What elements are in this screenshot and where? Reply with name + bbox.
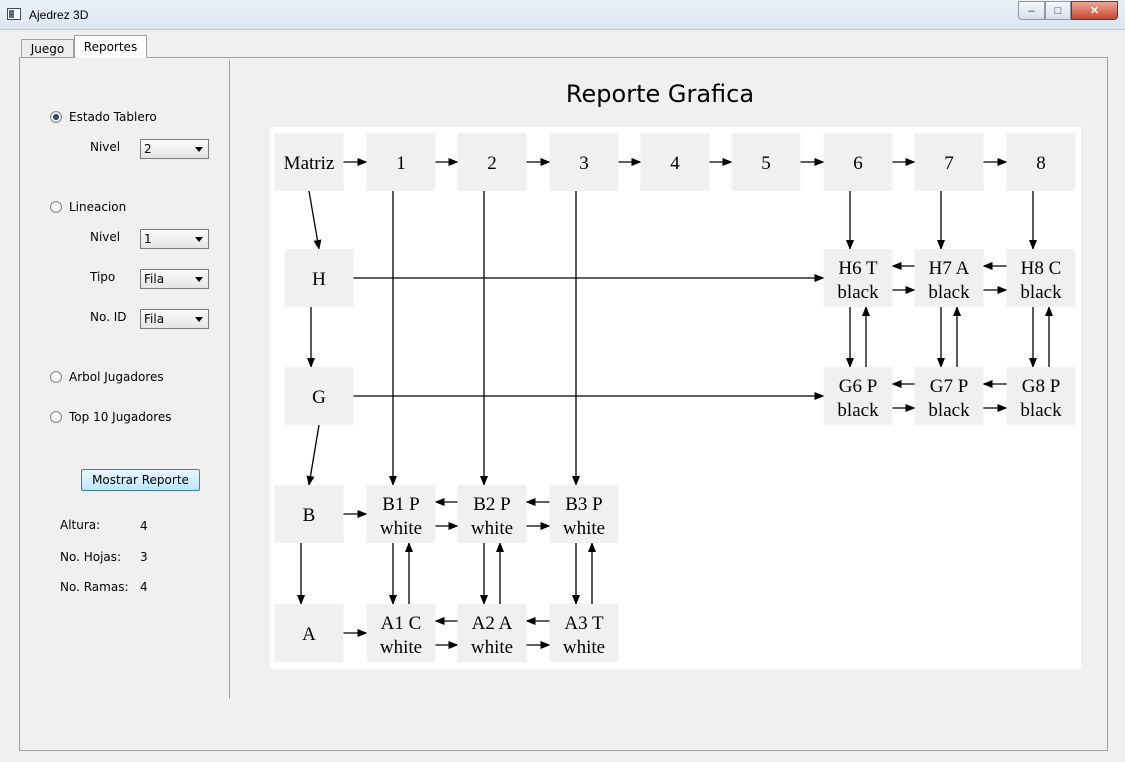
graph-node-label: 3 <box>579 153 589 174</box>
graph-node-c6 <box>824 133 893 191</box>
chevron-down-icon <box>195 317 203 322</box>
graph-node-c1 <box>367 133 436 191</box>
graph-node-G8 <box>1007 367 1076 425</box>
graph-node-label: H8 C <box>1020 258 1062 279</box>
tipo-value: Fila <box>144 272 165 286</box>
graph-node-B3 <box>550 485 619 543</box>
top10-jugadores-label: Top 10 Jugadores <box>69 410 172 424</box>
chevron-down-icon <box>195 147 203 152</box>
graph-node-H8 <box>1007 249 1076 307</box>
graph-node-label: Matriz <box>283 153 335 174</box>
graph-node-matriz <box>275 133 344 191</box>
noid-select[interactable] <box>140 309 209 329</box>
graph-node-label: 4 <box>670 153 680 174</box>
graph-node-c3 <box>550 133 619 191</box>
graph-node-label: G <box>312 387 326 408</box>
close-button[interactable]: ✕ <box>1071 1 1118 20</box>
minimize-button[interactable]: – <box>1018 1 1045 20</box>
graph-node-rH <box>285 249 354 307</box>
estado-tablero-radio[interactable] <box>50 111 62 123</box>
graph-node-rA <box>275 604 344 662</box>
graph-node-label: G6 P <box>838 376 878 397</box>
graph-node-label: 5 <box>761 153 771 174</box>
graph-node-label: B2 P <box>473 494 511 515</box>
mostrar-reporte-button[interactable]: Mostrar Reporte <box>81 469 200 491</box>
edge-matriz-rH <box>309 191 319 249</box>
altura-label: Altura: <box>60 518 101 532</box>
graph-node-label: black <box>837 282 879 303</box>
graph-node-label: 1 <box>396 153 406 174</box>
estado-nivel-label: Nivel <box>90 140 121 154</box>
lineacion-nivel-select[interactable] <box>140 229 209 249</box>
graph-node-c5 <box>732 133 801 191</box>
graph-node-G7 <box>915 367 984 425</box>
graph-node-label: 8 <box>1036 153 1046 174</box>
graph-node-label: 2 <box>487 153 497 174</box>
graph-node-label: black <box>928 282 970 303</box>
graph-node-label: B1 P <box>382 494 420 515</box>
top10-jugadores-radio[interactable] <box>50 411 62 423</box>
graph-node-c4 <box>641 133 710 191</box>
graph-node-label: white <box>379 518 423 539</box>
graph-node-label: black <box>1020 400 1062 421</box>
estado-tablero-label: Estado Tablero <box>69 110 157 124</box>
graph-node-label: white <box>562 518 606 539</box>
tab-juego[interactable]: Juego <box>21 39 74 57</box>
graph-node-A3 <box>550 604 619 662</box>
chevron-down-icon <box>195 277 203 282</box>
graph-node-label: B <box>302 505 316 526</box>
graph-node-label: H <box>312 269 326 290</box>
no-ramas-label: No. Ramas: <box>60 580 129 594</box>
graph-node-label: G8 P <box>1021 376 1061 397</box>
estado-nivel-select[interactable] <box>140 139 209 159</box>
lineacion-nivel-label: Nivel <box>90 230 121 244</box>
graph-node-A2 <box>458 604 527 662</box>
graph-node-rB <box>275 485 344 543</box>
chevron-down-icon <box>195 237 203 242</box>
graph-node-label: H7 A <box>928 258 970 279</box>
altura-value: 4 <box>140 519 148 533</box>
graph-node-label: B3 P <box>565 494 603 515</box>
tipo-select[interactable] <box>140 269 209 289</box>
title-bar <box>0 0 1125 30</box>
arbol-jugadores-label: Arbol Jugadores <box>69 370 164 384</box>
tipo-label: Tipo <box>90 270 116 284</box>
lineacion-nivel-value: 1 <box>144 232 152 246</box>
window-title: Ajedrez 3D <box>29 8 89 22</box>
lineacion-radio[interactable] <box>50 201 62 213</box>
graph-node-label: H6 T <box>838 258 878 279</box>
graph-node-label: 6 <box>853 153 863 174</box>
graph-node-B2 <box>458 485 527 543</box>
no-hojas-value: 3 <box>140 550 148 564</box>
noid-label: No. ID <box>90 310 127 324</box>
report-graph <box>270 127 1081 669</box>
graph-node-label: 7 <box>944 153 954 174</box>
graph-node-label: A2 A <box>471 613 513 634</box>
arbol-jugadores-radio[interactable] <box>50 371 62 383</box>
panel-divider <box>229 60 230 699</box>
graph-node-label: A3 T <box>564 613 604 634</box>
graph-node-label: A1 C <box>380 613 422 634</box>
report-title: Reporte Grafica <box>565 80 755 108</box>
graph-node-A1 <box>367 604 436 662</box>
maximize-button[interactable]: □ <box>1045 1 1071 20</box>
graph-node-rG <box>285 367 354 425</box>
graph-node-G6 <box>824 367 893 425</box>
graph-node-label: white <box>470 637 514 658</box>
tab-reportes[interactable]: Reportes <box>74 35 147 58</box>
graph-node-B1 <box>367 485 436 543</box>
edge-rG-rB <box>309 425 319 485</box>
graph-svg <box>270 127 1081 669</box>
graph-node-label: white <box>470 518 514 539</box>
graph-node-label: black <box>1020 282 1062 303</box>
graph-node-H6 <box>824 249 893 307</box>
graph-node-label: G7 P <box>929 376 969 397</box>
graph-node-c2 <box>458 133 527 191</box>
graph-node-H7 <box>915 249 984 307</box>
graph-node-label: white <box>379 637 423 658</box>
graph-node-c8 <box>1007 133 1076 191</box>
graph-node-c7 <box>915 133 984 191</box>
app-icon <box>7 8 21 20</box>
noid-value: Fila <box>144 312 165 326</box>
no-hojas-label: No. Hojas: <box>60 550 122 564</box>
graph-node-label: black <box>837 400 879 421</box>
graph-node-label: A <box>302 624 316 645</box>
lineacion-label: Lineacion <box>69 200 127 214</box>
estado-nivel-value: 2 <box>144 142 152 156</box>
graph-node-label: white <box>562 637 606 658</box>
no-ramas-value: 4 <box>140 580 148 594</box>
graph-node-label: black <box>928 400 970 421</box>
